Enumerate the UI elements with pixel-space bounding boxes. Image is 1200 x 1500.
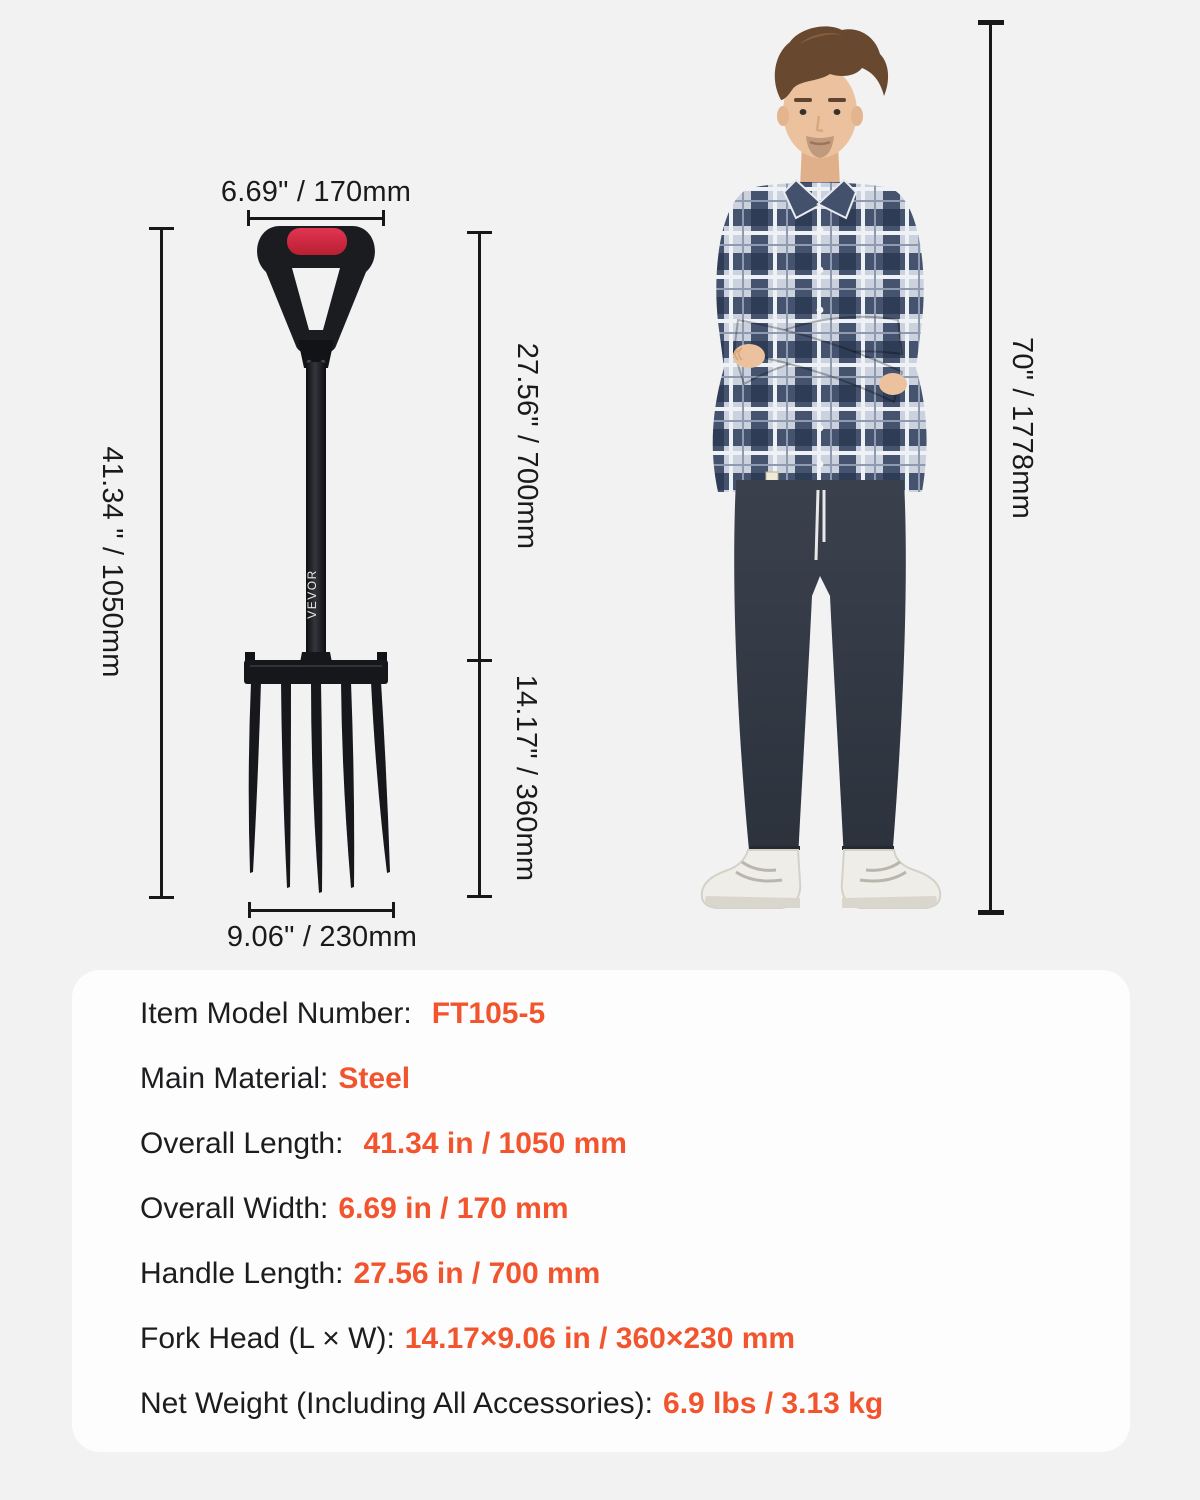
dim-person-height-label: 70" / 1778mm bbox=[1006, 337, 1038, 519]
fork-tine bbox=[311, 682, 322, 893]
shoe-sole bbox=[842, 896, 937, 908]
dim-top-width-line bbox=[248, 217, 385, 220]
fork-grip bbox=[287, 228, 347, 255]
spec-label: Overall Length: bbox=[140, 1127, 344, 1160]
fork-tine bbox=[281, 682, 291, 888]
spec-value: 41.34 in / 1050 mm bbox=[363, 1127, 627, 1160]
spec-value: 27.56 in / 700 mm bbox=[353, 1257, 601, 1290]
dim-overall-length-label: 41.34 " / 1050mm bbox=[96, 446, 128, 678]
spec-row-overall-width bbox=[140, 1191, 1130, 1227]
brand-logo-text: VEVOR bbox=[305, 569, 319, 619]
spec-value: 6.9 lbs / 3.13 kg bbox=[663, 1387, 884, 1420]
spec-value: Steel bbox=[338, 1062, 411, 1095]
dim-overall-length-line bbox=[160, 228, 163, 898]
spec-row-net-weight bbox=[140, 1386, 1130, 1422]
fork-tine bbox=[249, 682, 261, 873]
spec-value: 6.69 in / 170 mm bbox=[338, 1192, 569, 1225]
person-illustration bbox=[650, 20, 990, 925]
spec-row-overall-length bbox=[140, 1126, 1130, 1162]
spec-row-material bbox=[140, 1061, 1130, 1097]
dim-top-width-label: 6.69" / 170mm bbox=[220, 176, 412, 208]
dim-handle-length-label: 27.56" / 700mm bbox=[511, 342, 543, 550]
spec-panel bbox=[72, 970, 1130, 1452]
person-hand bbox=[733, 344, 765, 368]
fork-tine bbox=[371, 682, 390, 873]
spec-label: Item Model Number: bbox=[140, 997, 412, 1030]
dim-cap bbox=[149, 896, 174, 899]
person-hand bbox=[879, 373, 907, 395]
spec-label: Main Material: bbox=[140, 1062, 329, 1095]
dim-head-length-label: 14.17" / 360mm bbox=[510, 674, 542, 882]
fork-head-socket bbox=[296, 652, 336, 684]
spec-label: Overall Width: bbox=[140, 1192, 329, 1225]
dim-head-width-label: 9.06" / 230mm bbox=[226, 921, 418, 953]
fork-tine bbox=[341, 682, 354, 888]
spec-row-model bbox=[140, 996, 1130, 1032]
dim-cap bbox=[467, 659, 492, 662]
spec-label: Fork Head (L × W): bbox=[140, 1322, 395, 1355]
spec-value: FT105-5 bbox=[431, 997, 546, 1030]
dim-cap bbox=[467, 231, 492, 234]
spec-row-fork-head bbox=[140, 1321, 1130, 1357]
garden-fork-illustration bbox=[230, 222, 405, 912]
dim-right-line bbox=[478, 232, 481, 898]
dim-cap bbox=[149, 227, 174, 230]
shoe-sole bbox=[705, 896, 800, 908]
spec-label: Handle Length: bbox=[140, 1257, 344, 1290]
dim-cap bbox=[467, 895, 492, 898]
spec-label: Net Weight (Including All Accessories): bbox=[140, 1387, 654, 1420]
spec-value: 14.17×9.06 in / 360×230 mm bbox=[404, 1322, 796, 1355]
fork-shaft bbox=[306, 362, 326, 672]
person-pants bbox=[734, 480, 906, 860]
spec-row-handle-length bbox=[140, 1256, 1130, 1292]
